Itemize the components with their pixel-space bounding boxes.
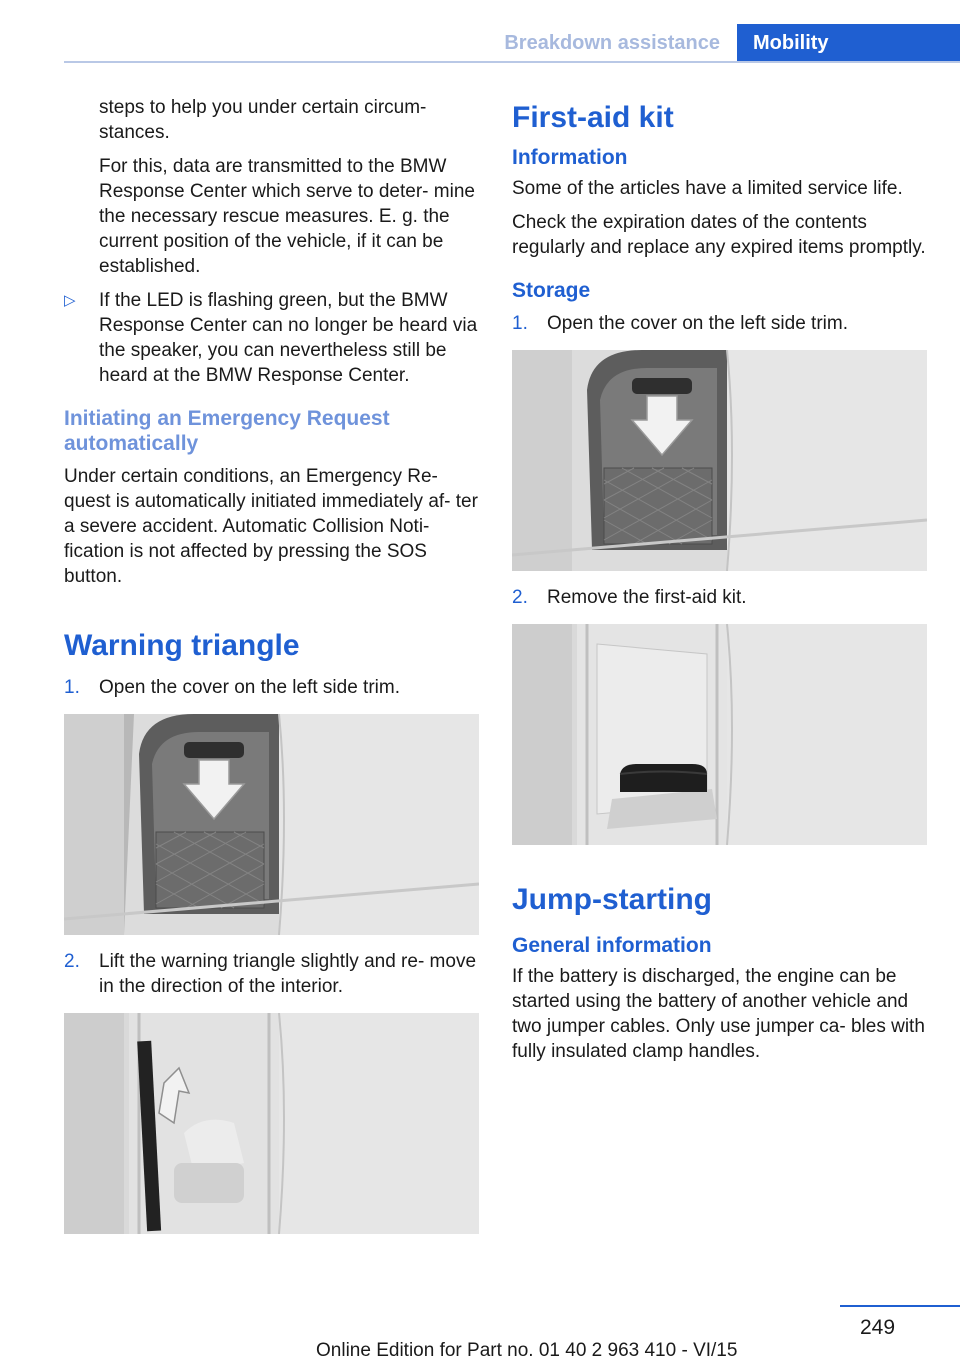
- bullet-item: [64, 288, 482, 388]
- step-number: 1.: [512, 313, 528, 334]
- subheading-general-information: General information: [512, 934, 712, 957]
- paragraph: Under certain conditions, an Emergency Re‐ quest is automatically initiated immediately af‐ ter a severe accident. Automatic Collision Noti‐ fication is not affected by pressing the SOS button.: [64, 466, 478, 587]
- header-divider: [64, 61, 960, 63]
- step-number: 2.: [512, 587, 528, 608]
- right-column: [512, 95, 930, 1073]
- figure-open-cover-first-aid: [512, 350, 927, 571]
- step-item: [64, 675, 482, 700]
- subheading-information: Information: [512, 146, 628, 169]
- step-text: Remove the first-aid kit.: [547, 587, 747, 608]
- figure-remove-first-aid-kit: [512, 624, 927, 845]
- step-number: 1.: [64, 677, 80, 698]
- figure-remove-triangle: [64, 1013, 479, 1234]
- header-chapter-tab: Mobility: [737, 24, 960, 62]
- left-column: [64, 95, 482, 1248]
- step-text: Lift the warning triangle slightly and re‐ move in the direction of the interior.: [99, 951, 477, 997]
- step-number: 2.: [64, 951, 80, 972]
- paragraph: For this, data are transmitted to the BMW Response Center which serve to deter‐ mine the necessary rescue measures. E. g. the current position of the vehicle, if it can be established.: [99, 156, 475, 277]
- heading-first-aid-kit: First-aid kit: [512, 101, 674, 134]
- page-number: 249: [860, 1316, 896, 1339]
- footer-divider: [840, 1305, 960, 1307]
- paragraph: Some of the articles have a limited service life.: [512, 178, 903, 199]
- step-item: [512, 311, 930, 336]
- header-section-title: Breakdown assistance: [504, 32, 720, 54]
- subheading-storage: Storage: [512, 279, 591, 302]
- triangle-bullet-icon: ▷: [64, 292, 76, 309]
- paragraph: steps to help you under certain circum‐ stances.: [99, 97, 427, 143]
- paragraph: Check the expiration dates of the contents regularly and replace any expired items promptly.: [512, 212, 926, 258]
- step-item: [64, 949, 482, 999]
- subheading-emergency-auto: Initiating an Emergency Request automatically: [64, 407, 390, 455]
- footer-edition: Online Edition for Part no. 01 40 2 963 410 - VI/15: [316, 1340, 738, 1361]
- figure-open-cover-triangle: [64, 714, 479, 935]
- step-text: Open the cover on the left side trim.: [547, 313, 848, 334]
- heading-jump-starting: Jump-starting: [512, 883, 713, 916]
- heading-warning-triangle: Warning triangle: [64, 629, 300, 662]
- step-item: [512, 585, 930, 610]
- step-text: Open the cover on the left side trim.: [99, 677, 400, 698]
- paragraph: If the battery is discharged, the engine can be started using the battery of another vehicle and two jumper cables. Only use jumper ca‐ bles with fully insulated clamp handles.: [512, 966, 925, 1062]
- bullet-text: If the LED is flashing green, but the BMW Response Center can no longer be heard via the speaker, you can nevertheless still be heard at the BMW Response Center.: [99, 290, 478, 386]
